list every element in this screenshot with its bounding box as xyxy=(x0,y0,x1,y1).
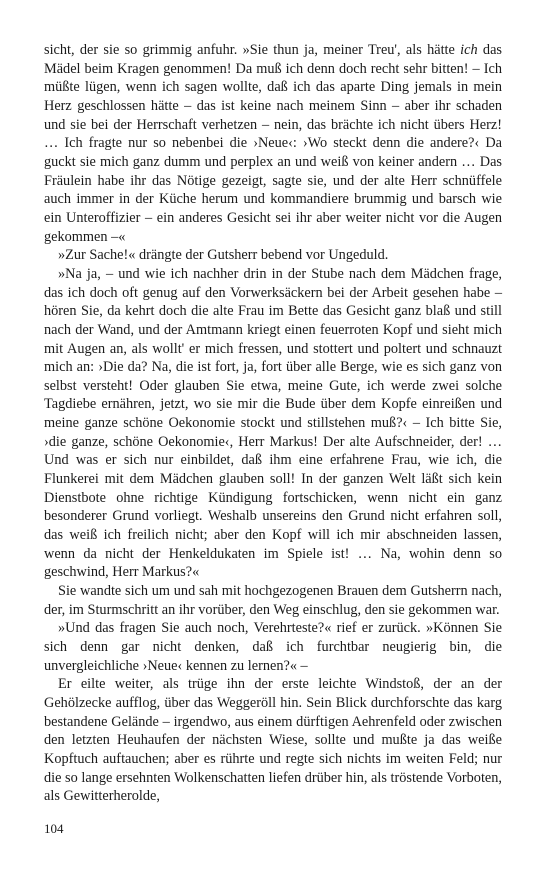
text-segment: das Mädel beim Kragen genommen! Da muß ich denn doch recht sehr bitten! – Ich müßte lügen, wenn ich sagen wollte, daß ich das aparte Ding jemals in mein Herz geschlossen hätte – das ist keine nach meinem Sinn – aber ihr schaden und sie bei der Herrschaft verhetzen – nein, das brächte ich nicht übers Herz! … Ich fragte nur so nebenbei die ›Neue‹: ›Wo steckt denn die andere?‹ Da guckt sie mich ganz dumm und perplex an und weiß von keiner andern … Das Fräulein habe ihr das Nötige gezeigt, sagte sie, und der alte Herr schnüffele auch immer in der Küche herum und kommandiere brummig und barsch wie ein Unteroffizier – ein anderes Gesicht sei ihr aber weiter nicht vor die Augen gekommen –« xyxy=(44,42,502,245)
paragraph xyxy=(44,41,502,246)
text-segment: sicht, der sie so grimmig anfuhr. »Sie thun ja, meiner Treu', als hätte xyxy=(44,42,461,58)
paragraph xyxy=(44,675,502,806)
text-segment: Sie wandte sich um und sah mit hochgezogenen Brauen dem Gutsherrn nach, der, im Sturmschritt an ihr vorüber, den Weg einschlug, den sie gekommen war. xyxy=(44,583,502,618)
book-page-text xyxy=(44,41,502,806)
italic-text-segment: ich xyxy=(460,42,478,58)
text-segment: »Und das fragen Sie auch noch, Verehrteste?« rief er zurück. »Können Sie sich denn gar nicht denken, daß ich furchtbar neugierig bin, die unvergleichliche ›Neue‹ kennen zu lernen?« – xyxy=(44,620,502,674)
text-segment: »Na ja, – und wie ich nachher drin in der Stube nach dem Mädchen frage, das ich doch oft genug auf den Vorwerksäckern bei der Arbeit gesehen habe – hören Sie, da kehrt doch die alte Frau im Bette das Gesicht ganz blaß und still nach der Wand, und der Amtmann kriegt einen feuerroten Kopf und sieht mich mit Augen an, als wollt' er mich fressen, und stottert und poltert und schnauzt mich an: ›Die da? Na, die ist fort, ja, fort über alle Berge, wie es sich ganz von selbst versteht! Oder glauben Sie etwa, meine Gute, ich werde zwei solche Tagdiebe ernähren, jetzt, wo sie mir die Bude über dem Kopfe einreißen und meine ganze schöne Oekonomie stockt und stillstehen muß?‹ – Ich bitte Sie, ›die ganze, schöne Oekonomie‹, Herr Markus! Der alte Aufschneider, der! … Und was er sich nur einbildet, daß ihm eine erfahrene Frau, wie ich, die Flunkerei mit dem Mädchen glauben soll! In der ganzen Welt läßt sich kein Dienstbote ohne richtige Kündigung fortschicken, wenn nicht ein ganz besonderer Grund vorliegt. Weshalb unsereins den Grund nicht erfahren soll, das weiß ich freilich nicht; aber den Kopf will ich mir abschneiden lassen, wenn da nicht der Henkeldukaten im Spiele ist! … Na, wohin denn so geschwind, Herr Markus?« xyxy=(44,265,502,581)
text-segment: Er eilte weiter, als trüge ihn der erste leichte Windstoß, der an der Gehölzecke aufflog, über das Weggeröll hin. Sein Blick durchforschte das karg bestandene Gelände – irgendwo, aus einem dürftigen Aehrenfeld oder zwischen den letzten Heuhaufen der nächsten Wiese, sollte und mußte ja das weiße Kopftuch auftauchen; aber es rührte und regte sich nichts im weiten Feld; nur die so lange ersehnten Wolkenschatten liefen drüber hin, als tröstende Vorboten, als Gewitterherolde, xyxy=(44,676,502,805)
paragraph xyxy=(44,246,502,265)
text-segment: »Zur Sache!« drängte der Gutsherr bebend vor Ungeduld. xyxy=(58,247,389,264)
paragraph xyxy=(44,582,502,619)
paragraph xyxy=(44,619,502,675)
paragraph xyxy=(44,265,502,582)
page-number: 104 xyxy=(44,821,64,836)
